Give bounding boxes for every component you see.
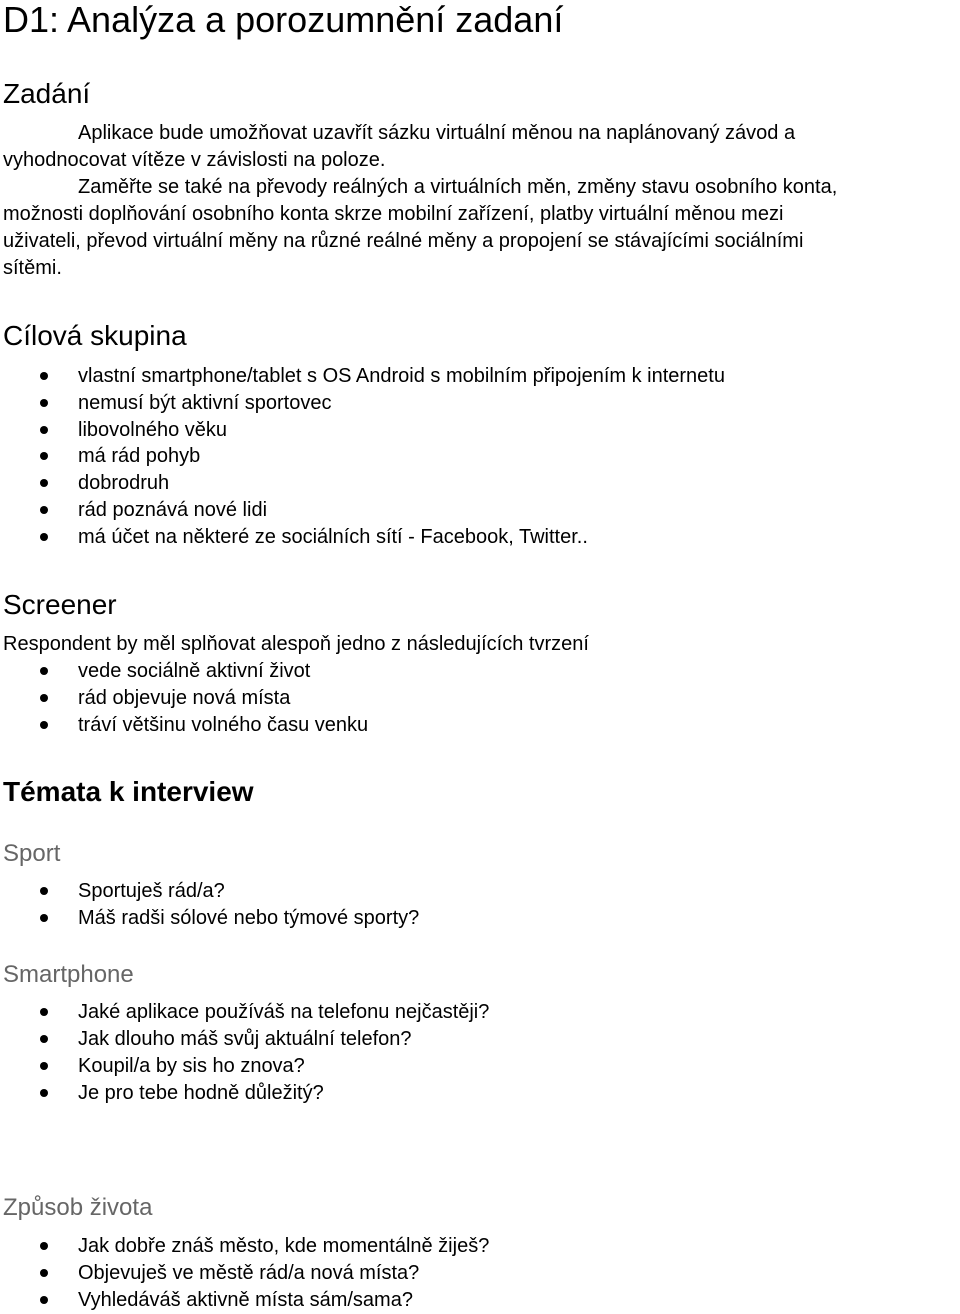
list-item: rád objevuje nová místa xyxy=(78,687,291,709)
list-item: má rád pohyb xyxy=(78,445,201,467)
bullet-icon xyxy=(40,887,48,895)
list-item: rád poznává nové lidi xyxy=(78,499,268,521)
zadani-text-line: uživateli, převod virtuální měny na různé reálné měny a propojení se stávajícími sociálními xyxy=(3,230,804,252)
list-item: Koupil/a by sis ho znova? xyxy=(78,1055,305,1077)
zadani-text-line: vyhodnocovat vítěze v závislosti na poloze. xyxy=(3,149,386,171)
screener-intro: Respondent by měl splňovat alespoň jedno z následujících tvrzení xyxy=(3,633,589,655)
bullet-icon xyxy=(40,1089,48,1097)
list-item: Máš radši sólové nebo týmové sporty? xyxy=(78,907,420,929)
subheading-sport: Sport xyxy=(3,840,61,867)
list-item: Jak dobře znáš město, kde momentálně žiješ? xyxy=(78,1235,490,1257)
bullet-icon xyxy=(40,506,48,514)
list-item: Sportuješ rád/a? xyxy=(78,880,225,902)
bullet-icon xyxy=(40,479,48,487)
bullet-icon xyxy=(40,667,48,675)
zadani-text-line: možnosti doplňování osobního konta skrze mobilní zařízení, platby virtuální měnou mezi xyxy=(3,203,784,225)
section-heading-zadani: Zadání xyxy=(3,78,91,109)
section-heading-screener: Screener xyxy=(3,589,117,620)
zadani-text-line: sítěmi. xyxy=(3,257,62,279)
bullet-icon xyxy=(40,372,48,380)
bullet-icon xyxy=(40,914,48,922)
list-item: nemusí být aktivní sportovec xyxy=(78,392,332,414)
list-item: Objevuješ ve městě rád/a nová místa? xyxy=(78,1262,420,1284)
list-item: vlastní smartphone/tablet s OS Android s mobilním připojením k internetu xyxy=(78,365,725,387)
bullet-icon xyxy=(40,452,48,460)
list-item: má účet na některé ze sociálních sítí - Facebook, Twitter.. xyxy=(78,526,588,548)
list-item: Jaké aplikace používáš na telefonu nejčastěji? xyxy=(78,1001,490,1023)
bullet-icon xyxy=(40,1296,48,1304)
section-heading-temata: Témata k interview xyxy=(3,776,254,807)
bullet-icon xyxy=(40,533,48,541)
bullet-icon xyxy=(40,721,48,729)
zadani-text-line: Zaměřte se také na převody reálných a virtuálních měn, změny stavu osobního konta, xyxy=(78,176,838,198)
bullet-icon xyxy=(40,694,48,702)
list-item: vede sociálně aktivní život xyxy=(78,660,311,682)
bullet-icon xyxy=(40,426,48,434)
list-item: Jak dlouho máš svůj aktuální telefon? xyxy=(78,1028,412,1050)
list-item: dobrodruh xyxy=(78,472,170,494)
section-heading-cilova-skupina: Cílová skupina xyxy=(3,320,187,351)
zadani-text-line: Aplikace bude umožňovat uzavřít sázku virtuální měnou na naplánovaný závod a xyxy=(78,122,796,144)
subheading-smartphone: Smartphone xyxy=(3,961,134,988)
bullet-icon xyxy=(40,399,48,407)
bullet-icon xyxy=(40,1242,48,1250)
bullet-icon xyxy=(40,1062,48,1070)
list-item: libovolného věku xyxy=(78,419,227,441)
list-item: Je pro tebe hodně důležitý? xyxy=(78,1082,324,1104)
page-title: D1: Analýza a porozumnění zadaní xyxy=(3,0,564,40)
subheading-zpusob-zivota: Způsob života xyxy=(3,1194,153,1221)
list-item: tráví většinu volného času venku xyxy=(78,714,369,736)
list-item: Vyhledáváš aktivně místa sám/sama? xyxy=(78,1289,413,1311)
bullet-icon xyxy=(40,1035,48,1043)
bullet-icon xyxy=(40,1008,48,1016)
bullet-icon xyxy=(40,1269,48,1277)
